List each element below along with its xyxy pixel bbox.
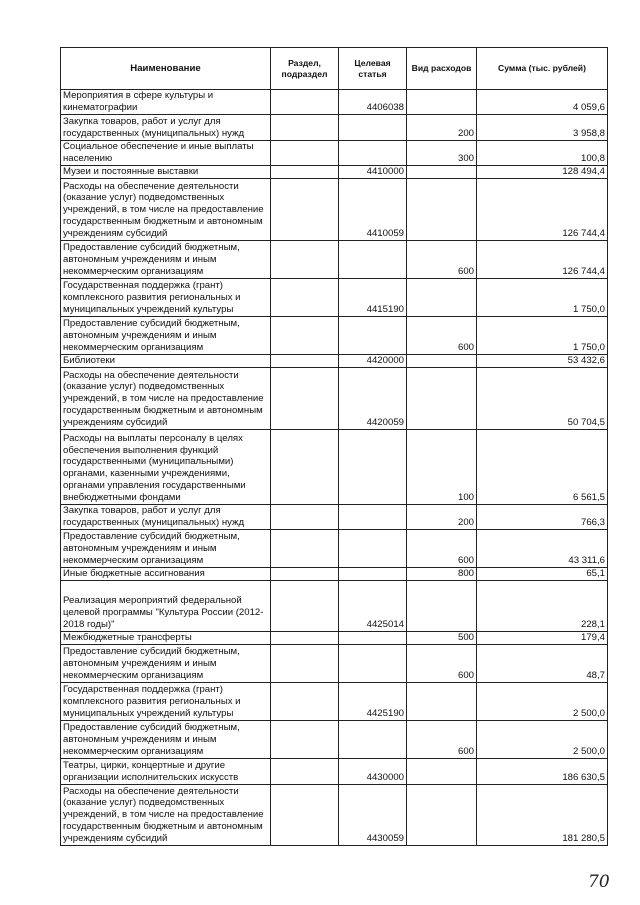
table-header-row	[61, 48, 608, 90]
cell-type: 600	[407, 316, 477, 354]
cell-section	[271, 367, 339, 429]
cell-target	[339, 140, 407, 165]
cell-name: Предоставление субсидий бюджетным, автономным учреждениям и иным некоммерческим организациям	[61, 529, 271, 567]
cell-type	[407, 178, 477, 240]
cell-type: 600	[407, 240, 477, 278]
cell-name: Предоставление субсидий бюджетным, автономным учреждениям и иным некоммерческим организациям	[61, 240, 271, 278]
table-row	[61, 90, 608, 115]
cell-section	[271, 567, 339, 580]
table-row	[61, 580, 608, 631]
cell-section	[271, 784, 339, 845]
cell-name: Театры, цирки, концертные и другие организации исполнительских искусств	[61, 758, 271, 784]
table-row	[61, 631, 608, 644]
cell-target	[339, 631, 407, 644]
table-row	[61, 354, 608, 367]
cell-type: 600	[407, 720, 477, 758]
cell-target	[339, 114, 407, 140]
cell-target	[339, 529, 407, 567]
cell-sum: 2 500,0	[477, 682, 608, 720]
cell-sum: 1 750,0	[477, 316, 608, 354]
cell-type: 200	[407, 504, 477, 529]
cell-sum: 48,7	[477, 644, 608, 682]
cell-type: 100	[407, 429, 477, 504]
cell-type: 600	[407, 529, 477, 567]
cell-section	[271, 504, 339, 529]
cell-sum: 179,4	[477, 631, 608, 644]
cell-sum: 126 744,4	[477, 178, 608, 240]
cell-sum: 43 311,6	[477, 529, 608, 567]
cell-type: 600	[407, 644, 477, 682]
cell-name: Социальное обеспечение и иные выплаты населению	[61, 140, 271, 165]
cell-name: Межбюджетные трансферты	[61, 631, 271, 644]
cell-sum: 766,3	[477, 504, 608, 529]
cell-name: Иные бюджетные ассигнования	[61, 567, 271, 580]
cell-type	[407, 758, 477, 784]
cell-type	[407, 354, 477, 367]
cell-name: Предоставление субсидий бюджетным, автономным учреждениям и иным некоммерческим организациям	[61, 316, 271, 354]
header-target: Целевая статья	[339, 48, 407, 90]
table-row	[61, 316, 608, 354]
cell-target	[339, 720, 407, 758]
cell-section	[271, 278, 339, 316]
cell-sum: 1 750,0	[477, 278, 608, 316]
cell-sum: 4 059,6	[477, 90, 608, 115]
cell-sum: 50 704,5	[477, 367, 608, 429]
cell-section	[271, 682, 339, 720]
table-row	[61, 529, 608, 567]
table-row	[61, 758, 608, 784]
cell-name: Закупка товаров, работ и услуг для государственных (муниципальных) нужд	[61, 504, 271, 529]
header-sum: Сумма (тыс. рублей)	[477, 48, 608, 90]
cell-section	[271, 178, 339, 240]
table-row	[61, 720, 608, 758]
cell-sum: 2 500,0	[477, 720, 608, 758]
cell-sum: 100,8	[477, 140, 608, 165]
table-row	[61, 165, 608, 178]
cell-target: 4420059	[339, 367, 407, 429]
cell-type	[407, 367, 477, 429]
cell-type: 500	[407, 631, 477, 644]
cell-name: Расходы на выплаты персоналу в целях обеспечения выполнения функций государственными (муниципальными) органами, казенными учреждениями, органами управления государственными внебюджетными фондами	[61, 429, 271, 504]
cell-type	[407, 682, 477, 720]
cell-sum: 128 494,4	[477, 165, 608, 178]
cell-name: Предоставление субсидий бюджетным, автономным учреждениям и иным некоммерческим организациям	[61, 720, 271, 758]
cell-section	[271, 644, 339, 682]
table-row	[61, 504, 608, 529]
cell-type: 800	[407, 567, 477, 580]
budget-table	[60, 47, 608, 846]
cell-name: Государственная поддержка (грант) комплексного развития региональных и муниципальных учреждений культуры	[61, 682, 271, 720]
cell-name: Предоставление субсидий бюджетным, автономным учреждениям и иным некоммерческим организациям	[61, 644, 271, 682]
table-row	[61, 644, 608, 682]
table-row	[61, 114, 608, 140]
cell-sum: 186 630,5	[477, 758, 608, 784]
cell-type	[407, 580, 477, 631]
cell-section	[271, 758, 339, 784]
cell-sum: 6 561,5	[477, 429, 608, 504]
cell-type	[407, 165, 477, 178]
cell-section	[271, 316, 339, 354]
cell-name: Реализация мероприятий федеральной целевой программы "Культура России (2012-2018 годы)"	[61, 580, 271, 631]
cell-name: Музеи и постоянные выставки	[61, 165, 271, 178]
cell-type: 200	[407, 114, 477, 140]
cell-section	[271, 429, 339, 504]
cell-type	[407, 90, 477, 115]
cell-name: Мероприятия в сфере культуры и кинематографии	[61, 90, 271, 115]
cell-target	[339, 644, 407, 682]
table-row	[61, 178, 608, 240]
table-row	[61, 278, 608, 316]
cell-target: 4406038	[339, 90, 407, 115]
table-row	[61, 240, 608, 278]
cell-target: 4420000	[339, 354, 407, 367]
cell-section	[271, 240, 339, 278]
cell-section	[271, 165, 339, 178]
cell-sum: 65,1	[477, 567, 608, 580]
cell-section	[271, 140, 339, 165]
header-type: Вид расходов	[407, 48, 477, 90]
table-row	[61, 367, 608, 429]
cell-target: 4415190	[339, 278, 407, 316]
table-row	[61, 429, 608, 504]
cell-sum: 228,1	[477, 580, 608, 631]
cell-sum: 3 958,8	[477, 114, 608, 140]
cell-sum: 126 744,4	[477, 240, 608, 278]
cell-target: 4430000	[339, 758, 407, 784]
cell-target: 4430059	[339, 784, 407, 845]
cell-target	[339, 429, 407, 504]
table-row	[61, 682, 608, 720]
cell-sum: 53 432,6	[477, 354, 608, 367]
table-row	[61, 140, 608, 165]
cell-name: Расходы на обеспечение деятельности (оказание услуг) подведомственных учреждений, в том числе на предоставление государственным бюджетным и автономным учреждениям субсидий	[61, 178, 271, 240]
cell-sum: 181 280,5	[477, 784, 608, 845]
cell-name: Расходы на обеспечение деятельности (оказание услуг) подведомственных учреждений, в том числе на предоставление государственным бюджетным и автономным учреждениям субсидий	[61, 784, 271, 845]
cell-type	[407, 784, 477, 845]
cell-target	[339, 240, 407, 278]
cell-section	[271, 114, 339, 140]
table-row	[61, 567, 608, 580]
cell-section	[271, 720, 339, 758]
cell-section	[271, 631, 339, 644]
page-number: 70	[588, 872, 610, 892]
cell-target	[339, 316, 407, 354]
cell-name: Государственная поддержка (грант) комплексного развития региональных и муниципальных учреждений культуры	[61, 278, 271, 316]
cell-target: 4425014	[339, 580, 407, 631]
cell-type: 300	[407, 140, 477, 165]
cell-target	[339, 504, 407, 529]
cell-section	[271, 529, 339, 567]
cell-name: Закупка товаров, работ и услуг для государственных (муниципальных) нужд	[61, 114, 271, 140]
header-section: Раздел, подраздел	[271, 48, 339, 90]
table-body	[61, 90, 608, 846]
cell-target: 4410000	[339, 165, 407, 178]
cell-target: 4425190	[339, 682, 407, 720]
header-name: Наименование	[61, 48, 271, 90]
table-row	[61, 784, 608, 845]
cell-name: Библиотеки	[61, 354, 271, 367]
cell-type	[407, 278, 477, 316]
cell-target	[339, 567, 407, 580]
cell-target: 4410059	[339, 178, 407, 240]
cell-section	[271, 580, 339, 631]
cell-section	[271, 354, 339, 367]
cell-section	[271, 90, 339, 115]
cell-name: Расходы на обеспечение деятельности (оказание услуг) подведомственных учреждений, в том числе на предоставление государственным бюджетным и автономным учреждениям субсидий	[61, 367, 271, 429]
